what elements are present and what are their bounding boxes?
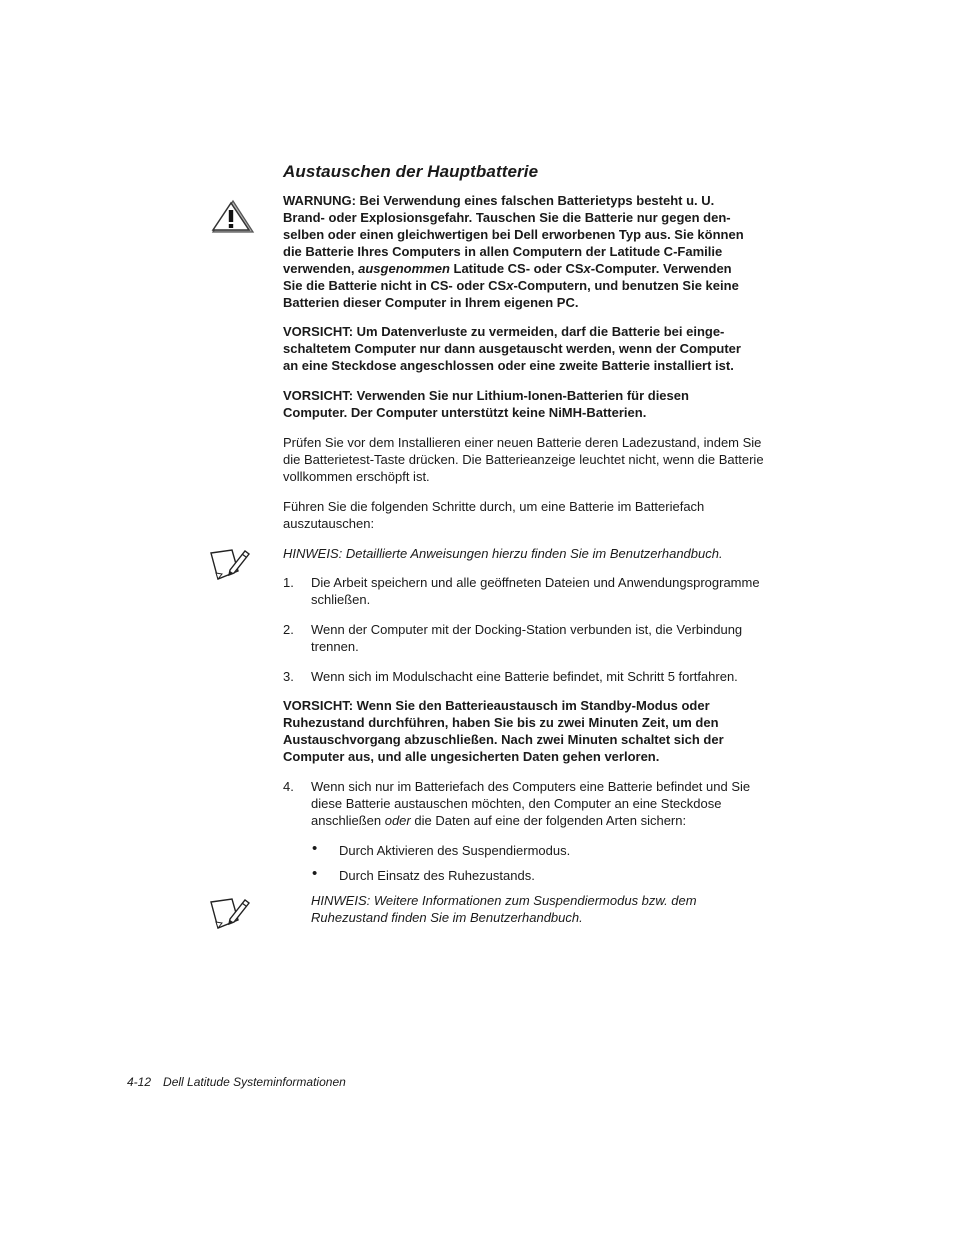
- emphasis: oder: [384, 813, 411, 828]
- paragraph-steps-intro: Führen Sie die folgenden Schritte durch, um eine Batterie im Batteriefach auszutauschen:: [283, 499, 705, 531]
- caution-battery-type: VORSICHT: Verwenden Sie nur Lithium-Ionen-Batterien für diesen Computer. Der Computer unterstützt keine NiMH-Batterien.: [283, 388, 689, 420]
- step-item: Wenn sich nur im Batteriefach des Computers eine Batterie befindet und Sie diese Batterie austauschen möchten, den Computer an eine Steckdose anschließen oder die Daten auf eine der folgenden Arten sichern:: [311, 779, 751, 828]
- step-item: Wenn der Computer mit der Docking-Station verbunden ist, die Verbindung trennen.: [311, 622, 743, 654]
- footer-title: Dell Latitude Systeminformationen: [163, 1075, 346, 1089]
- note-detailed-instructions: HINWEIS: Detaillierte Anweisungen hierzu finden Sie im Benutzerhandbuch.: [283, 546, 723, 561]
- emphasis: ausgenommen: [358, 261, 450, 276]
- step-number: 3.: [283, 669, 294, 684]
- page-footer: [127, 1075, 346, 1089]
- caution-standby: VORSICHT: Wenn Sie den Batterieaustausch im Standby-Modus oder Ruhezustand durchführen, haben Sie bis zu zwei Minuten Zeit, um den Austauschvorgang abzuschließen. Nach zwei Minuten schaltet sich der Computer aus, und alle ungesicherten Daten gehen verloren.: [283, 698, 724, 764]
- caution-data-loss: VORSICHT: Um Datenverluste zu vermeiden, darf die Batterie bei einge- schaltetem Computer nur dann ausgetauscht werden, wenn der Computer an eine Steckdose angeschlossen oder eine zweite Batterie installiert ist.: [283, 324, 741, 373]
- step-number: 2.: [283, 622, 294, 637]
- warning-text: WARNUNG: Bei Verwendung eines falschen Batterietyps besteht u. U. Brand- oder Explosionsgefahr. Tauschen Sie die Batterie nur gegen den- selben oder einen gleichwertigen bei Dell erworbenen Typ aus. Sie können die Batterie Ihres Computers in allen Computern der Latitude C-Familie verwenden, ausgenommen Latitude CS- oder CSx-Computer. Verwenden Sie die Batterie nicht in CS- oder CSx-Computern, und benutzen Sie keine Batterien dieser Computer in Ihrem eigenen PC.: [283, 193, 744, 310]
- page-number: 4-12: [127, 1075, 152, 1089]
- warning-icon: [209, 199, 255, 235]
- bullet-icon: •: [312, 840, 318, 857]
- list-item: Durch Einsatz des Ruhezustands.: [339, 868, 535, 883]
- paragraph-charge-check: Prüfen Sie vor dem Installieren einer neuen Batterie deren Ladezustand, indem Sie die Batterietest-Taste drücken. Die Batterieanzeige leuchtet nicht, wenn die Batterie vollkommen erschöpft ist.: [283, 435, 764, 484]
- bullet-icon: •: [312, 865, 318, 882]
- note-pencil-icon: [208, 546, 250, 582]
- list-item: Durch Aktivieren des Suspendiermodus.: [339, 843, 571, 858]
- step-item: Die Arbeit speichern und alle geöffneten Dateien und Anwendungsprogramme schließen.: [311, 575, 760, 607]
- section-title: Austauschen der Hauptbatterie: [283, 162, 539, 181]
- step-item: Wenn sich im Modulschacht eine Batterie befindet, mit Schritt 5 fortfahren.: [311, 669, 738, 684]
- step-number: 1.: [283, 575, 294, 590]
- note-pencil-icon: [208, 895, 250, 931]
- note-suspend-mode: HINWEIS: Weitere Informationen zum Suspendiermodus bzw. dem Ruhezustand finden Sie im Benutzerhandbuch.: [311, 893, 697, 925]
- step-number: 4.: [283, 779, 294, 794]
